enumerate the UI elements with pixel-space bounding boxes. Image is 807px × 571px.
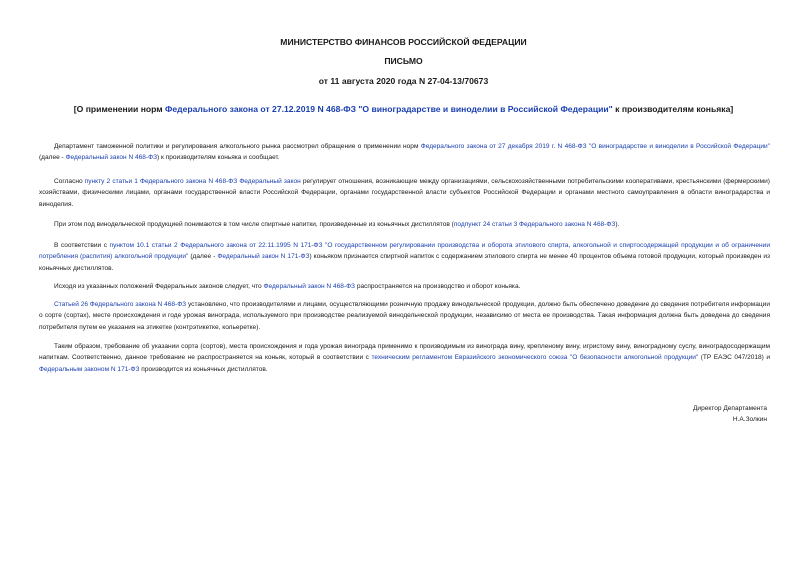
paragraph-6: [39, 299, 770, 333]
law-468-article-1-link[interactable]: пункту 2 статьи 1 Федерального закона N 468-ФЗ Федеральный закон: [84, 178, 301, 185]
paragraph-3: [39, 219, 770, 230]
signature-position: Директор Департамента: [693, 405, 767, 412]
paragraph-text: При этом под винодельческой продукцией понимаются в том числе спиртные напитки, произведенные из коньячных дистиллятов (: [54, 221, 454, 228]
paragraph-1: [39, 141, 770, 164]
eaeu-technical-regulation-link[interactable]: техническим регламентом Евразийского экономического союза "О безопасности алкогольной продукции": [371, 354, 699, 362]
paragraph-text: производится из коньячных дистиллятов.: [139, 365, 268, 373]
paragraph-2: [39, 176, 770, 210]
paragraph-text: ) коньяком признается спиртной напиток с содержанием этилового спирта не менее 40 процентов объема готовой продукции, который произведен из коньячных дистиллятов.: [39, 253, 770, 272]
law-468-short-link[interactable]: Федеральный закон N 468-ФЗ: [65, 154, 158, 162]
ministry-heading: МИНИСТЕРСТВО ФИНАНСОВ РОССИЙСКОЙ ФЕДЕРАЦИИ: [280, 37, 527, 47]
subject-prefix: [О применении норм: [73, 104, 166, 114]
paragraph-text: (ТР ЕАЭС 047/2018) и: [698, 354, 770, 362]
signature-name: Н.А.Золкин: [732, 416, 767, 423]
paragraph-text: регулирует отношения, возникающие между организациями, сельскохозяйственными потребительскими кооперативами, крестьянскими (фермерскими) хозяйствами, физическими лицами, органами государственной власти Российской Федерации, органами государственной власти субъектов Российской Федерации и органами местного самоуправления в области виноградарства и виноделия.: [39, 178, 770, 208]
paragraph-text: (далее -: [39, 154, 66, 162]
paragraph-text: распространяется на производство и оборот коньяка.: [355, 283, 521, 290]
paragraph-text: В соответствии с: [54, 242, 110, 249]
paragraph-text: (далее -: [188, 253, 218, 261]
paragraph-text: Согласно: [54, 178, 85, 185]
law-468-short-link[interactable]: Федеральный закон N 468-ФЗ: [263, 283, 355, 290]
law-468-article-3-link[interactable]: подпункт 24 статьи 3 Федерального закона N 468-ФЗ: [453, 221, 616, 228]
paragraph-7: [39, 341, 770, 375]
document-date-number: от 11 августа 2020 года N 27-04-13/70673: [318, 76, 489, 86]
law-468-article-26-link[interactable]: Статьей 26 Федерального закона N 468-ФЗ: [54, 301, 187, 308]
paragraph-text: Исходя из указанных положений Федеральных законов следует, что: [54, 283, 264, 290]
document-subject: [0, 104, 807, 114]
law-171-full-link[interactable]: пунктом 10.1 статьи 2 Федерального закона от 22.11.1995 N 171-ФЗ "О государственном регулировании производства и оборота этилового спирта, алкогольной и спиртосодержащей продукции и об ограничении потребления (распития) алкогольной продукции": [39, 242, 770, 261]
paragraph-text: Таким образом, требование об указании сорта (сортов), места происхождения и года урожая винограда применимо к производимым из винограда вину, крепленому вину, игристому вину, виноградному суслу, виноградосодержащим напиткам. Соответственно, данное требование не распространяется на коньяк, который в соответствии с: [39, 343, 770, 362]
paragraph-text: ) к производителям коньяка и сообщает.: [157, 154, 280, 162]
paragraph-text: ).: [615, 221, 620, 228]
law-468-full-link[interactable]: Федерального закона от 27 декабря 2019 г. N 468-ФЗ "О виноградарстве и виноделии в Российской Федерации": [420, 143, 770, 150]
paragraph-5: [39, 281, 770, 292]
subject-law-link[interactable]: Федерального закона от 27.12.2019 N 468-ФЗ "О виноградарстве и виноделии в Российской Федерации": [165, 104, 613, 114]
paragraph-text: установлено, что производителями и лицами, осуществляющими розничную продажу винодельческой продукции, должно быть обеспечено доведение до сведения потребителя информации о сорте (сортах), месте происхождения и годе урожая винограда, используемого при производстве реализуемой винодельческой продукции, независимо от места ее производства. Такая информация должна быть доведена до сведения потребителя путем ее указания на этикетке (контрэтикетке, кольеретке).: [39, 301, 770, 331]
subject-suffix: к производителям коньяка]: [612, 104, 734, 114]
law-171-short-link[interactable]: Федеральный закон N 171-ФЗ: [217, 253, 310, 261]
document-type-heading: ПИСЬМО: [384, 56, 423, 66]
paragraph-4: [39, 240, 770, 274]
law-171-short-link[interactable]: Федеральным законом N 171-ФЗ: [39, 365, 140, 373]
paragraph-text: Департамент таможенной политики и регулирования алкогольного рынка рассмотрел обращение о применении норм: [54, 143, 421, 150]
